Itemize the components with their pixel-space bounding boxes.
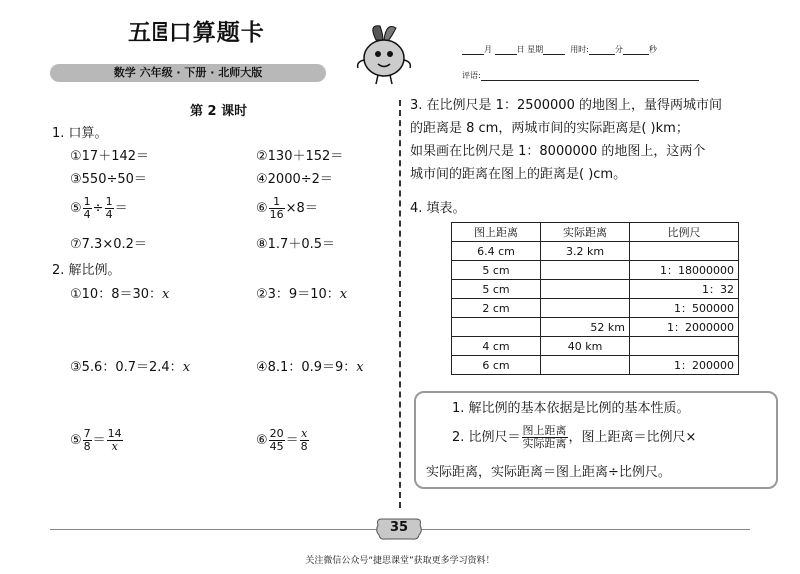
proportion-item-6: ⑥ $\frac{20}{45}$ ＝ $\frac{x}{8}$ [256, 427, 308, 453]
section4-title: 4. 填表。 [410, 201, 466, 216]
column-divider [399, 100, 401, 508]
section1-title: 1. 口算。 [52, 126, 108, 141]
table-row [452, 280, 739, 299]
table-cell: 52 km [541, 318, 630, 337]
lesson-title: 第 2 课时 [190, 104, 248, 119]
table-cell: 1：18000000 [630, 261, 739, 280]
table-cell: 2 cm [452, 299, 541, 318]
logo-e: E [152, 20, 169, 46]
table-cell: 4 cm [452, 337, 541, 356]
proportion-item-2: ②3：9＝10：x [256, 287, 348, 302]
weekday-blank[interactable] [543, 45, 565, 55]
brand-logo [128, 14, 265, 47]
table-header-row [452, 223, 739, 242]
comment-line: 评语: [462, 70, 699, 81]
logo-text-1: 五 [128, 20, 152, 46]
q3-line-3: 如果画在比例尺是 1：8000000 的地图上，这两个 [410, 144, 706, 159]
tip-1: 1. 解比例的基本依据是比例的基本性质。 [452, 401, 690, 416]
question-3 [410, 94, 790, 186]
table-row [452, 299, 739, 318]
calc-item-8: ⑧1.7＋0.5＝ [256, 237, 336, 252]
table-row [452, 242, 739, 261]
turnip-mascot-icon [350, 22, 420, 86]
fraction: $\frac{20}{45}$ [269, 427, 284, 453]
table-row [452, 356, 739, 375]
second-blank[interactable] [623, 45, 649, 55]
fraction: $\frac{1}{16}$ [269, 195, 284, 221]
proportion-item-1: ①10：8＝30：x [70, 287, 170, 302]
q3-line-4: 城市间的距离在图上的距离是( )cm。 [410, 167, 627, 182]
table-cell-blank[interactable] [541, 299, 630, 318]
day-blank[interactable] [495, 45, 517, 55]
calc-item-3: ③550÷50＝ [70, 172, 147, 187]
fraction: $\frac{1}{4}$ [83, 195, 91, 221]
section2-title: 2. 解比例。 [52, 263, 121, 278]
table-cell: 6.4 cm [452, 242, 541, 261]
table-cell: 5 cm [452, 280, 541, 299]
table-cell: 1：200000 [630, 356, 739, 375]
fraction: $\frac{\text{图上距离}}{\text{实际距离}}$ [522, 424, 567, 450]
fraction: $\frac{1}{4}$ [105, 195, 113, 221]
table-row [452, 261, 739, 280]
table-cell: 1：500000 [630, 299, 739, 318]
footer-note: 关注微信公众号“捷思课堂”获取更多学习资料！ [305, 556, 495, 566]
table-header-cell: 比例尺 [630, 223, 739, 242]
fraction: $\frac{x}{8}$ [300, 427, 308, 453]
table-cell-blank[interactable] [630, 337, 739, 356]
table-cell-blank[interactable] [541, 261, 630, 280]
logo-text-2: 口算题卡 [168, 20, 265, 46]
calc-item-1: ①17＋142＝ [70, 149, 150, 164]
table-cell: 1：2000000 [630, 318, 739, 337]
table-cell-blank[interactable] [541, 356, 630, 375]
table-cell-blank[interactable] [452, 318, 541, 337]
tip-2: 2. 比例尺＝ $\frac{\text{图上距离}}{\text{实际距离}}$ ，图上距离＝比例尺× [452, 424, 697, 450]
fraction: $\frac{7}{8}$ [83, 427, 91, 453]
date-time-line: 月 日 星期 用时: 分 秒 [462, 44, 657, 55]
table-header-cell: 实际距离 [541, 223, 630, 242]
month-blank[interactable] [462, 45, 484, 55]
minute-blank[interactable] [589, 45, 615, 55]
tip-3: 实际距离，实际距离＝图上距离÷比例尺。 [426, 465, 671, 480]
proportion-item-4: ④8.1：0.9＝9：x [256, 360, 364, 375]
subtitle-bar: 数学 六年级 · 下册 · 北师大版 [50, 64, 326, 82]
table-cell: 40 km [541, 337, 630, 356]
calc-item-7: ⑦7.3×0.2＝ [70, 237, 147, 252]
page-number: 35 [389, 520, 409, 535]
proportion-item-3: ③5.6：0.7＝2.4：x [70, 360, 191, 375]
table-row [452, 318, 739, 337]
comment-blank[interactable] [481, 71, 699, 81]
calc-item-5: ⑤ $\frac{1}{4}$ ÷ $\frac{1}{4}$ ＝ [70, 195, 128, 221]
fill-table [451, 222, 739, 375]
calc-item-4: ④2000÷2＝ [256, 172, 333, 187]
calc-item-6: ⑥ $\frac{1}{16}$ ×8＝ [256, 195, 318, 221]
table-cell: 5 cm [452, 261, 541, 280]
calc-item-2: ②130＋152＝ [256, 149, 344, 164]
table-cell: 6 cm [452, 356, 541, 375]
q3-line-2: 的距离是 8 cm，两城市间的实际距离是( )km； [410, 121, 689, 136]
table-header-cell: 图上距离 [452, 223, 541, 242]
q3-line-1: 3. 在比例尺是 1：2500000 的地图上，量得两城市间 [410, 98, 722, 113]
table-cell: 3.2 km [541, 242, 630, 261]
proportion-item-5: ⑤ $\frac{7}{8}$ ＝ $\frac{14}{x}$ [70, 427, 122, 453]
table-cell-blank[interactable] [541, 280, 630, 299]
table-cell: 1：32 [630, 280, 739, 299]
table-row [452, 337, 739, 356]
fraction: $\frac{14}{x}$ [107, 427, 122, 453]
table-cell-blank[interactable] [630, 242, 739, 261]
